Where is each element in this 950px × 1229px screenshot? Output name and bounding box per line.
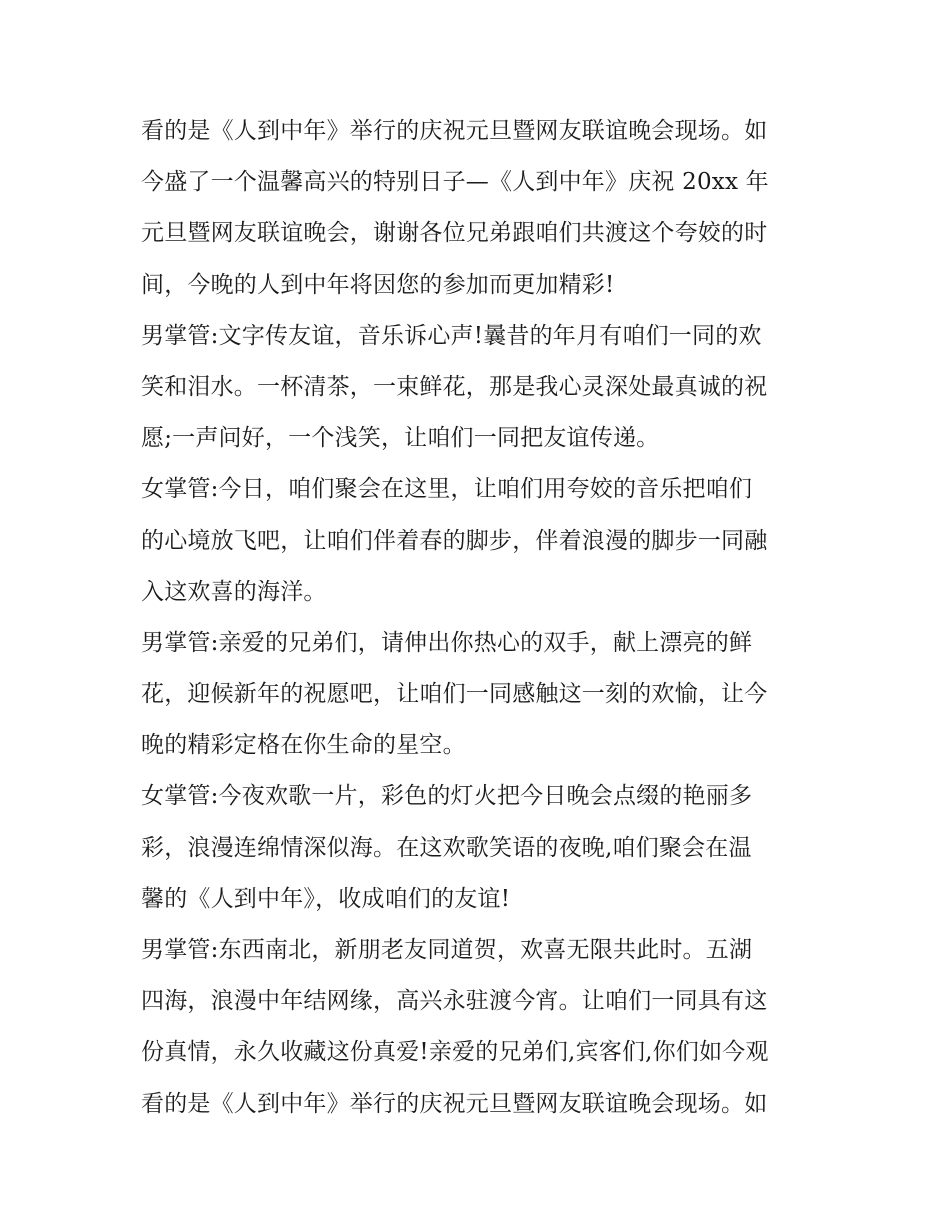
text-line: 四海，浪漫中年结网缘，高兴永驻渡今宵。让咱们一同具有这 — [141, 988, 768, 1015]
text-line: 元旦暨网友联谊晚会，谢谢各位兄弟跟咱们共渡这个夸姣的时 — [141, 220, 768, 247]
text-line: 女掌管:今日，咱们聚会在这里，让咱们用夸姣的音乐把咱们 — [141, 476, 753, 503]
text-line: 笑和泪水。一杯清茶，一束鲜花，那是我心灵深处最真诚的祝 — [141, 373, 768, 400]
text-line: 女掌管:今夜欢歌一片，彩色的灯火把今日晚会点缀的艳丽多 — [141, 783, 753, 810]
text-line: 今盛了一个温馨高兴的特别日子—《人到中年》庆祝 20xx 年 — [141, 169, 769, 196]
text-line: 馨的《人到中年》，收成咱们的友谊! — [141, 885, 511, 912]
text-line: 男掌管:东西南北，新朋老友同道贺，欢喜无限共此时。五湖 — [141, 937, 753, 963]
text-line: 间，今晚的人到中年将因您的参加而更加精彩! — [141, 271, 615, 298]
text-line: 男掌管:亲爱的兄弟们，请伸出你热心的双手，献上漂亮的鲜 — [141, 629, 753, 656]
text-line: 花，迎候新年的祝愿吧，让咱们一同感触这一刻的欢愉，让今 — [141, 681, 768, 708]
text-line: 彩，浪漫连绵情深似海。在这欢歌笑语的夜晚,咱们聚会在温 — [141, 834, 752, 861]
text-line: 愿;一声问好，一个浅笑，让咱们一同把友谊传递。 — [141, 425, 660, 452]
text-line: 晚的精彩定格在你生命的星空。 — [141, 732, 466, 759]
text-line: 看的是《人到中年》举行的庆祝元旦暨网友联谊晚会现场。如 — [141, 1090, 768, 1117]
text-line: 看的是《人到中年》举行的庆祝元旦暨网友联谊晚会现场。如 — [141, 118, 768, 144]
text-line: 男掌管:文字传友谊，音乐诉心声!曩昔的年月有咱们一同的欢 — [141, 322, 762, 349]
document-body — [141, 106, 821, 1130]
text-line: 入这欢喜的海洋。 — [141, 578, 327, 605]
text-line: 份真情，永久收藏这份真爱!亲爱的兄弟们,宾客们,你们如今观 — [141, 1039, 769, 1066]
text-line: 的心境放飞吧，让咱们伴着春的脚步，伴着浪漫的脚步一同融 — [141, 527, 768, 554]
